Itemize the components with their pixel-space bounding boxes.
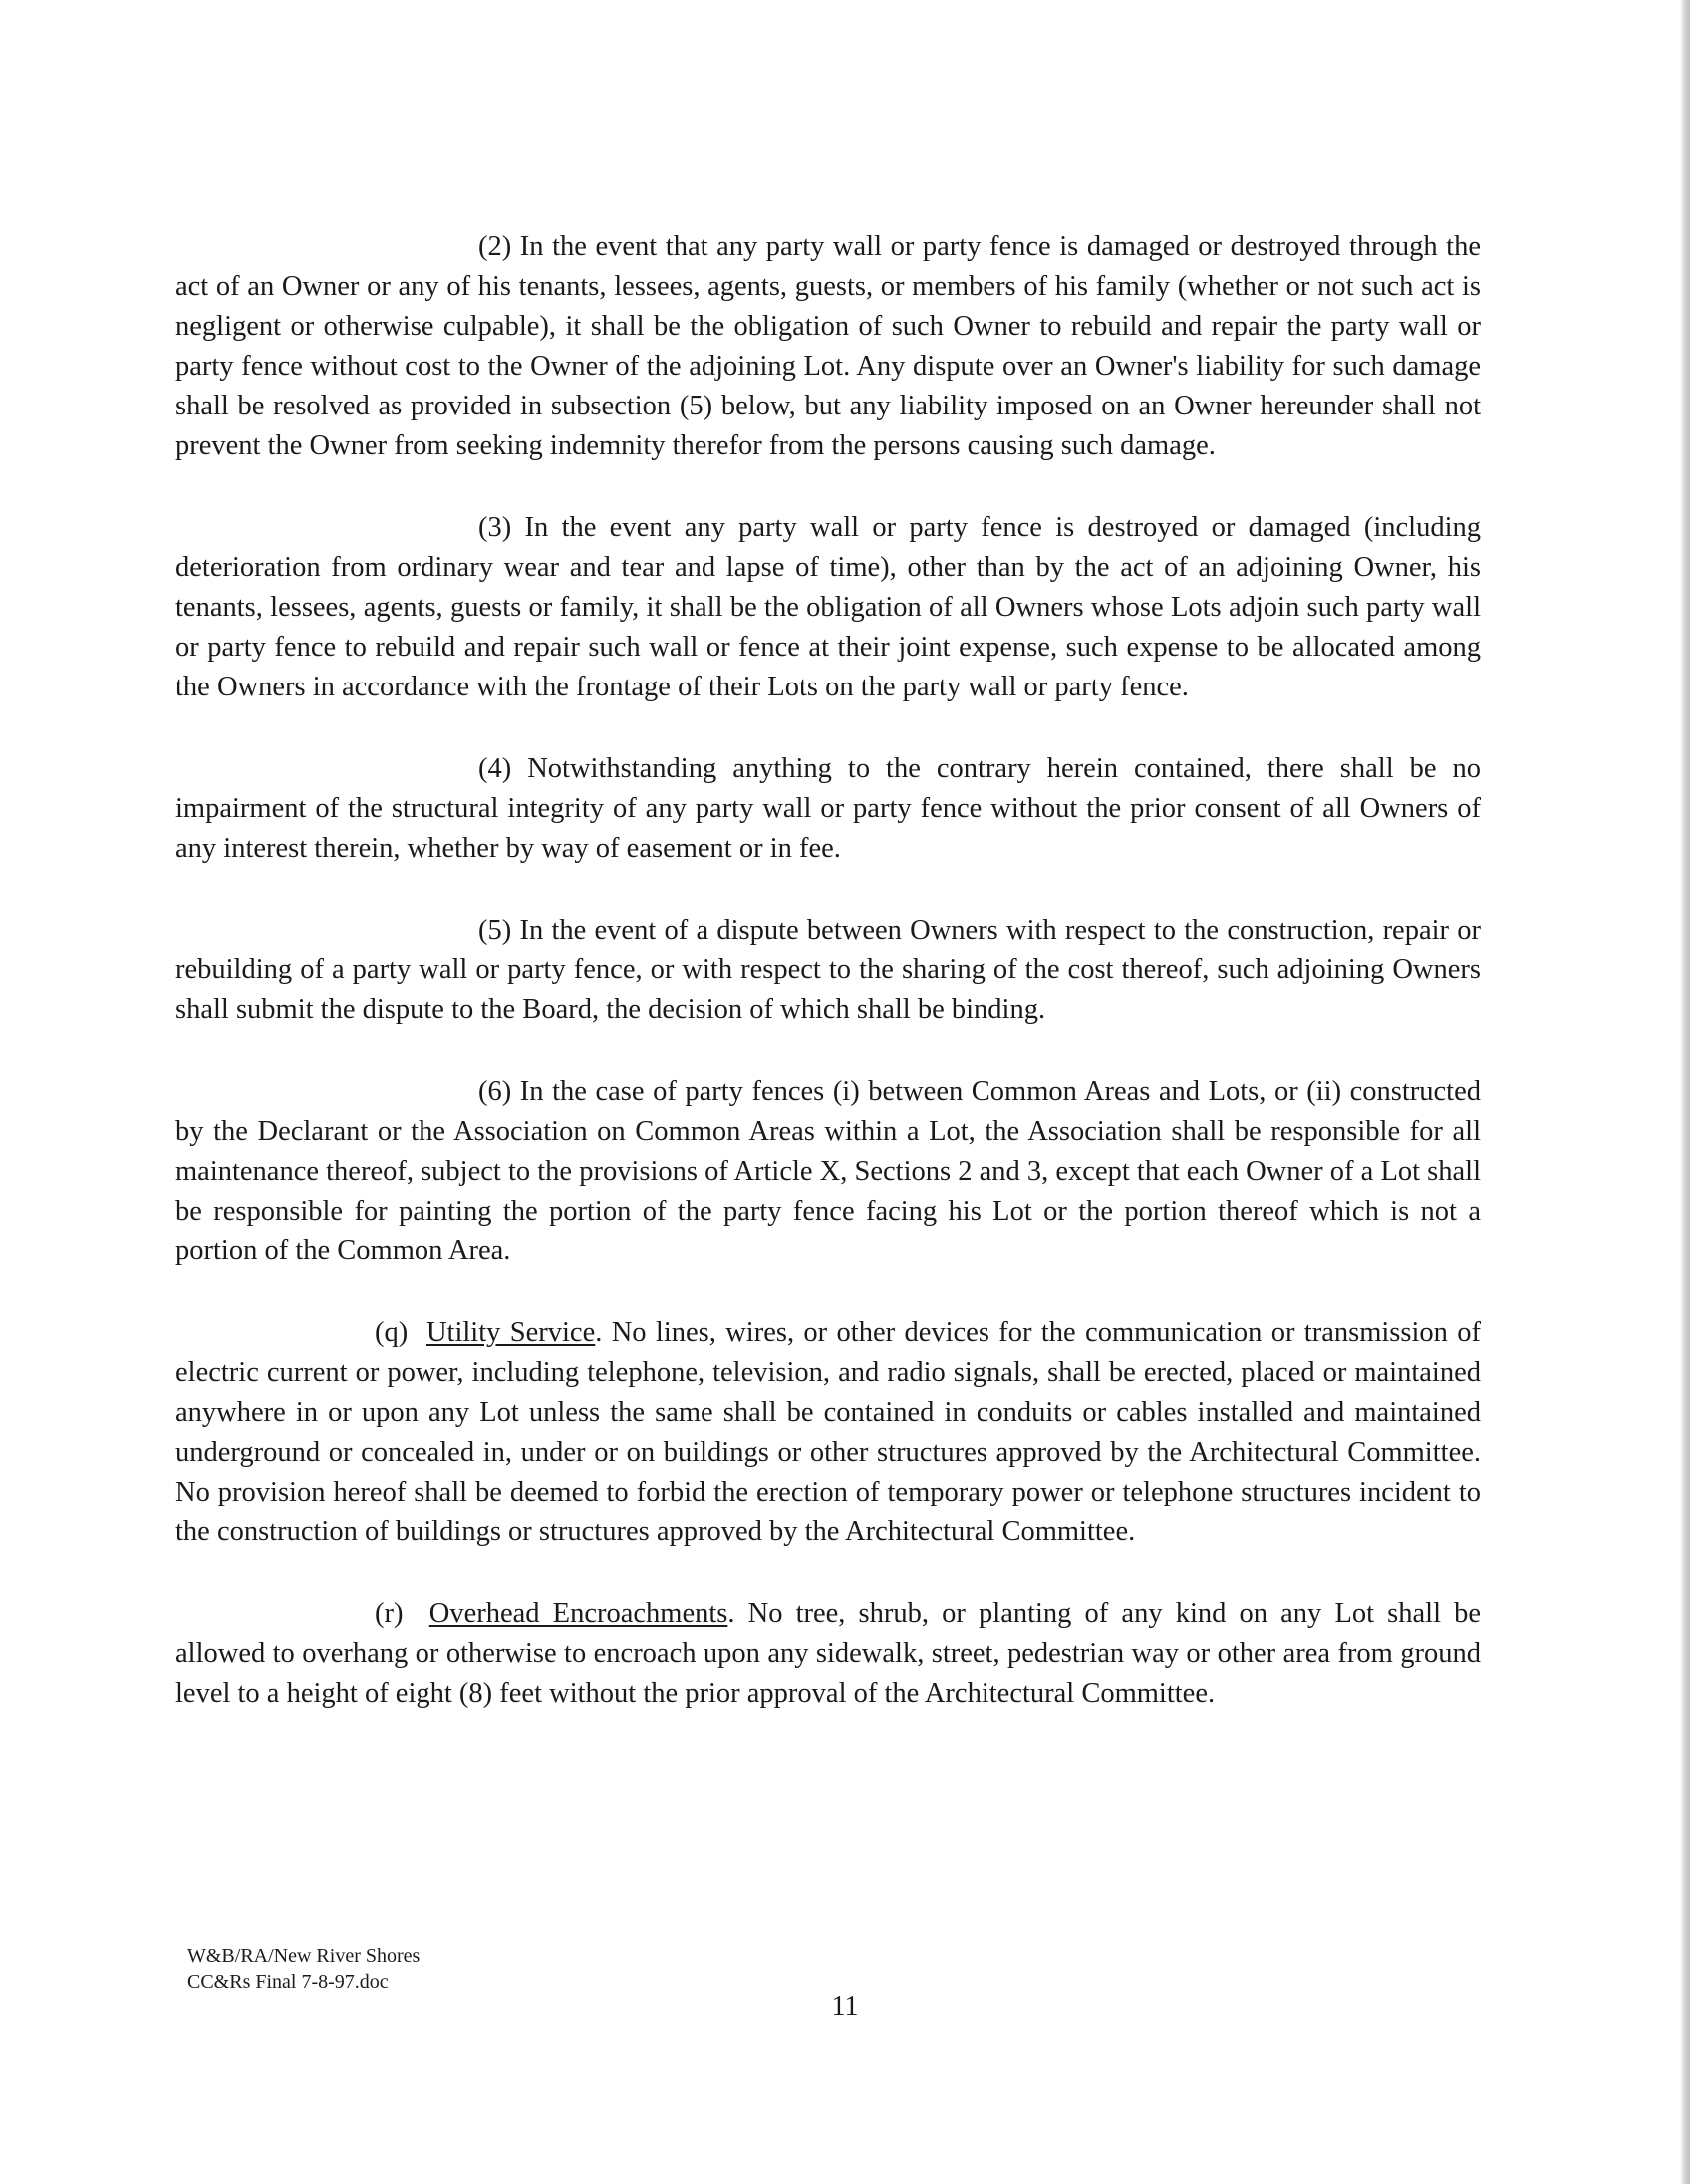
footer-line-2: CC&Rs Final 7-8-97.doc: [187, 1971, 389, 1993]
paragraph-6: (6) In the case of party fences (i) between Common Areas and Lots, or (ii) constructed by the Declarant or the Association on Common Areas within a Lot, the Association shall be responsible for all maintenance thereof, subject to the provisions of Article X, Sections 2 and 3, except that each Owner of a Lot shall be responsible for painting the portion of the party fence facing his Lot or the portion thereof which is not a portion of the Common Area.: [175, 1076, 1481, 1266]
section-q-text: . No lines, wires, or other devices for the communication or transmission of electric current or power, including telephone, television, and radio signals, shall be erected, placed or maintained anywhere in or upon any Lot unless the same shall be contained in conduits or cables installed and maintained underground or concealed in, under or on buildings or other structures approved by the Architectural Committee. No provision hereof shall be deemed to forbid the erection of temporary power or telephone structures incident to the construction of buildings or structures approved by the Architectural Committee.: [175, 1317, 1481, 1547]
section-q-heading: Utility Service: [425, 1317, 596, 1348]
section-r-text: . No tree, shrub, or planting of any kind on any Lot shall be allowed to overhang or otherwise to encroach upon any sidewalk, street, pedestrian way or other area from ground level to a height of eight (8) feet without the prior approval of the Architectural Committee.: [175, 1598, 1482, 1709]
paragraph-5: (5) In the event of a dispute between Owners with respect to the construction, repair or rebuilding of a party wall or party fence, or with respect to the sharing of the cost thereof, such adjoining Owners shall submit the dispute to the Board, the decision of which shall be binding.: [175, 915, 1481, 1025]
document-footer: [187, 1943, 420, 1995]
footer-line-1: W&B/RA/New River Shores: [187, 1945, 421, 1967]
document-body: [175, 227, 1481, 1756]
paragraph-3: (3) In the event any party wall or party fence is destroyed or damaged (including deterioration from ordinary wear and tear and lapse of time), other than by the act of an adjoining Owner, his tenants, lessees, agents, guests or family, it shall be the obligation of all Owners whose Lots adjoin such party wall or party fence to rebuild and repair such wall or fence at their joint expense, such expense to be allocated among the Owners in accordance with the frontage of their Lots on the party wall or party fence.: [175, 512, 1481, 702]
paragraph-4: (4) Notwithstanding anything to the contrary herein contained, there shall be no impairment of the structural integrity of any party wall or party fence without the prior consent of all Owners of any interest therein, whether by way of easement or in fee.: [175, 753, 1481, 864]
section-q-label: (q): [375, 1317, 409, 1348]
section-q: [175, 1313, 1481, 1552]
section-r: [175, 1594, 1481, 1714]
page-edge-shadow: [1680, 0, 1690, 2184]
paragraph-2: (2) In the event that any party wall or party fence is damaged or destroyed through the act of an Owner or any of his tenants, lessees, agents, guests, or members of his family (whether or not such act is negligent or otherwise culpable), it shall be the obligation of such Owner to rebuild and repair the party wall or party fence without cost to the Owner of the adjoining Lot. Any dispute over an Owner's liability for such damage shall be resolved as provided in subsection (5) below, but any liability imposed on an Owner hereunder shall not prevent the Owner from seeking indemnity therefor from the persons causing such damage.: [175, 231, 1481, 461]
section-r-label: (r): [375, 1598, 404, 1629]
section-r-heading: Overhead Encroachments: [428, 1598, 728, 1629]
page-number: 11: [831, 1991, 859, 2022]
